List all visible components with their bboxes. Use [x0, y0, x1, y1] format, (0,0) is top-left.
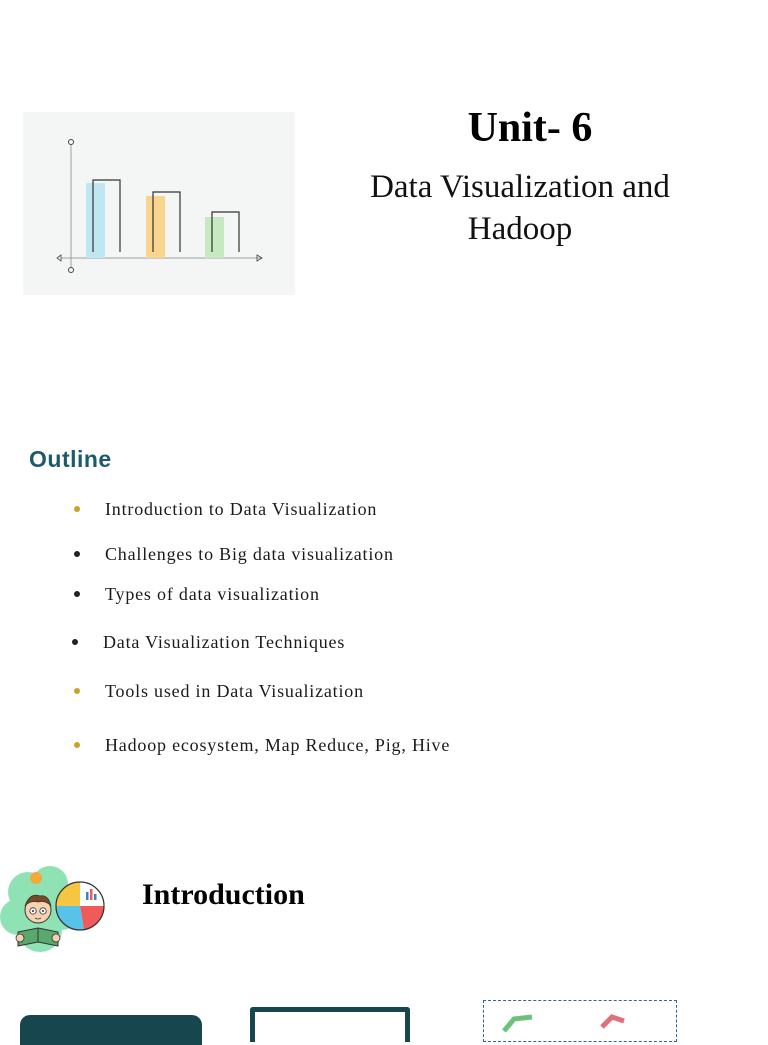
- slide-title: Unit- 6: [467, 105, 593, 151]
- outline-item: [74, 542, 394, 566]
- outline-item: [74, 679, 364, 703]
- outline-item-label: Types of data visualization: [105, 583, 320, 604]
- outline-item-label: Data Visualization Techniques: [103, 631, 346, 652]
- outline-item-label: Challenges to Big data visualization: [105, 543, 394, 564]
- bullet-icon: [74, 742, 80, 748]
- bullet-icon: [74, 551, 80, 557]
- outline-item-label: Tools used in Data Visualization: [105, 680, 364, 701]
- bullet-icon: [74, 591, 80, 597]
- outline-item: [74, 497, 377, 521]
- card-right: [483, 1000, 677, 1042]
- subtitle-line-1: Data Visualization and: [370, 169, 670, 205]
- introduction-heading: Introduction: [142, 878, 305, 911]
- subtitle-line-2: Hadoop: [467, 211, 573, 247]
- outline-item: [74, 582, 320, 606]
- bullet-icon: [72, 639, 78, 645]
- outline-heading: Outline: [29, 446, 112, 472]
- card-left: [20, 1015, 202, 1045]
- bullet-icon: [74, 688, 80, 694]
- outline-item-label: Introduction to Data Visualization: [105, 498, 378, 519]
- outline-item: [72, 630, 345, 654]
- card-middle: [250, 1007, 410, 1042]
- pie-chart-icon: [56, 882, 104, 930]
- student-reading-illustration: [0, 862, 108, 962]
- bullet-icon: [74, 506, 80, 512]
- outline-item-label: Hadoop ecosystem, Map Reduce, Pig, Hive: [105, 734, 451, 755]
- outline-item: [74, 733, 450, 757]
